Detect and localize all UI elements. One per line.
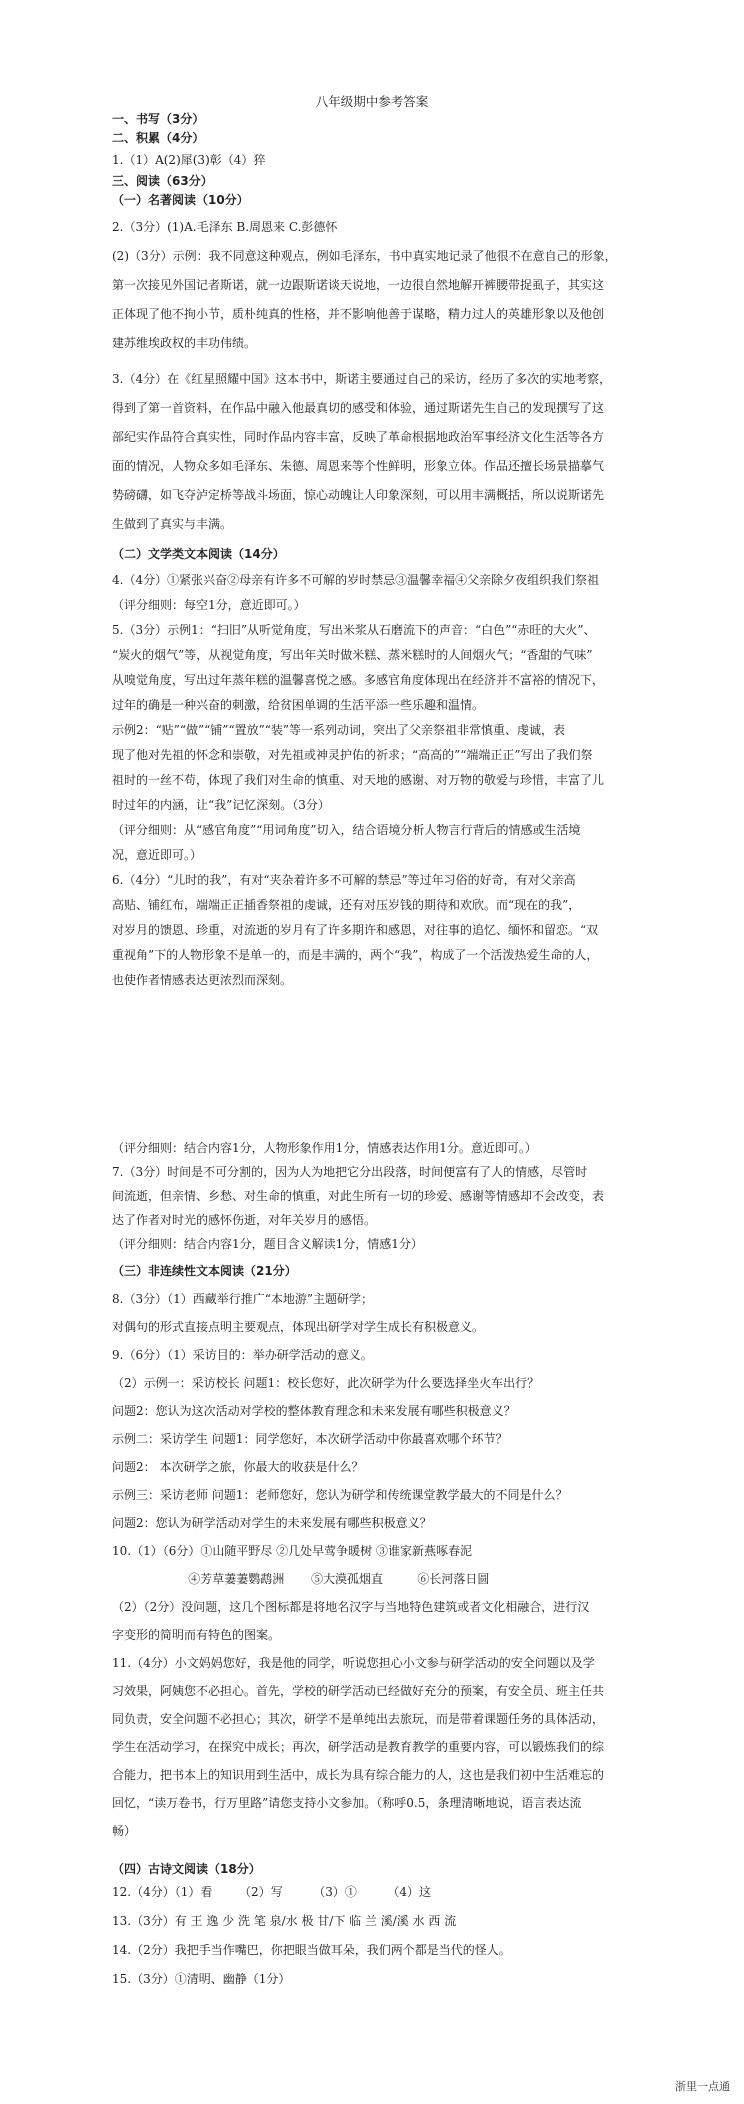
- text-line: 时过年的内涵，让“我”记忆深刻。（3分）: [112, 798, 330, 812]
- text-line: 畅）: [112, 1824, 137, 1838]
- answer-block-q12-q15: [112, 1878, 652, 1994]
- text-line: 合能力，把书本上的知识用到生活中，成长为具有综合能力的人，这也是我们初中生活难忘的: [112, 1768, 605, 1782]
- text-line: 示例三：采访老师 问题1：老师您好，您认为研学和传统课堂教学最大的不同是什么？: [112, 1488, 568, 1502]
- text-line: （2）示例一：采访校长 问题1：校长您好，此次研学为什么要选择坐火车出行？: [112, 1376, 540, 1390]
- text-line: 也使作者情感表达更浓烈而深刻。: [112, 973, 293, 987]
- text-line: 同负责，安全问题不必担心；其次，研学不是单纯出去旅玩，而是带着课题任务的具体活动，: [112, 1712, 605, 1726]
- section-classic-reading: （一）名著阅读（10分）: [112, 193, 249, 207]
- text-line: 生做到了真实与丰满。: [112, 517, 233, 531]
- text-line: 6.（4分）“儿时的我”，有对“夹杂着许多不可解的禁忌”等过年习俗的好奇，有对父亲高: [112, 873, 576, 887]
- section-nonliterary-reading: （三）非连续性文本阅读（21分）: [112, 1264, 297, 1278]
- text-line: 祖时的一丝不苟，体现了我们对生命的慎重、对天地的感谢、对万物的敬爱与珍惜，丰富了儿: [112, 773, 605, 787]
- text-line: 势磅礴，如飞夺泸定桥等战斗场面，惊心动魄让人印象深刻，可以用丰满概括，所以说斯诺先: [112, 488, 605, 502]
- page-title: 八年级期中参考答案: [315, 94, 429, 109]
- text-line: 达了作者对时光的感怀伤逝，对年关岁月的感悟。: [112, 1213, 377, 1227]
- text-line: 问题2： 本次研学之旅，你最大的收获是什么？: [112, 1460, 364, 1474]
- text-line: 回忆，“读万卷书，行万里路”请您支持小文参加。（称呼0.5，条理清晰地说，语言表达流: [112, 1796, 582, 1810]
- answer-block-q8-q11: [112, 1285, 652, 1845]
- answer-q1: 1.（1）A(2)犀(3)彰（4）猝: [112, 153, 266, 167]
- text-line: 建苏维埃政权的丰功伟绩。: [112, 336, 257, 350]
- text-line: 5.（3分）示例1：“扫旧”从听觉角度，写出米浆从石磨流下的声音：“白色”“赤旺的大火”、: [112, 623, 596, 637]
- text-line: 第一次接见外国记者斯诺，就一边跟斯诺谈天说地，一边很自然地解开裤腰带捉虱子，其实这: [112, 278, 605, 292]
- section-literary-reading: （二）文学类文本阅读（14分）: [112, 547, 285, 561]
- text-line: 问题2：您认为研学活动对学生的未来发展有哪些积极意义？: [112, 1516, 432, 1530]
- text-line: 对岁月的馈恩、珍重，对流逝的岁月有了许多期许和感恩，对往事的追忆、缅怀和留恋。“双: [112, 923, 599, 937]
- text-line: 高贴、铺红布，端端正正插香祭祖的虔诚，还有对压岁钱的期待和欢欣。而“现在的我”，: [112, 898, 581, 912]
- text-line: （评分细则：从“感官角度”“用词角度”切入，结合语境分析人物言行背后的情感或生活境: [112, 823, 581, 837]
- text-line: 重视角”下的人物形象不是单一的，而是丰满的，两个“我”，构成了一个活泼热爱生命的人，: [112, 948, 599, 962]
- text-line: 对偶句的形式直接点明主要观点，体现出研学对学生成长有积极意义。: [112, 1320, 485, 1334]
- header-sections: [112, 110, 652, 210]
- text-line: 12.（4分）（1）看 （2）写 （3）① （4）这: [112, 1885, 431, 1899]
- text-line: 2.（3分）(1)A.毛泽东 B.周恩来 C.彭德怀: [112, 220, 338, 234]
- text-line: 部纪实作品符合真实性，同时作品内容丰富，反映了革命根据地政治军事经济文化生活等各方: [112, 430, 605, 444]
- text-line: 正体现了他不拘小节，质朴纯真的性格，并不影响他善于谋略，精力过人的英雄形象以及他创: [112, 307, 605, 321]
- text-line: （2）（2分）没问题，这几个图标都是将地名汉字与当地特色建筑或者文化相融合，进行汉: [112, 1600, 590, 1614]
- text-line: 示例二：采访学生 问题1：同学您好，本次研学活动中你最喜欢哪个环节？: [112, 1432, 508, 1446]
- text-line: 过年的确是一种兴奋的刺激，给贫困单调的生活平添一些乐趣和温情。: [112, 698, 485, 712]
- section-writing: 一、书写（3分）: [112, 112, 205, 126]
- text-line: 3.（4分）在《红星照耀中国》这本书中，斯诺主要通过自己的采访，经历了多次的实地考察，: [112, 372, 612, 386]
- text-line: （评分细则：结合内容1分，人物形象作用1分，情感表达作用1分。意近即可。）: [112, 1141, 537, 1155]
- text-line: 习效果，阿姨您不必担心。首先，学校的研学活动已经做好充分的预案，有安全员、班主任共: [112, 1684, 605, 1698]
- answer-block-q3: [112, 365, 652, 539]
- text-line: 现了他对先祖的怀念和崇敬，对先祖或神灵护佑的祈求；“高高的”“端端正正”写出了我们祭: [112, 748, 593, 762]
- text-line: 13.（3分）有 王 逸 少 洗 笔 泉/水 极 甘/下 临 兰 溪/溪 水 西 流: [112, 1914, 457, 1928]
- section-reading: 三、阅读（63分）: [112, 174, 213, 188]
- text-line: “炭火的烟气”等，从视觉角度，写出年关时做米糕、蒸米糕时的人间烟火气；“香甜的气味”: [112, 648, 593, 662]
- text-line: （评分细则：每空1分，意近即可。）: [112, 598, 306, 612]
- text-line: 7.（3分）时间是不可分割的，因为人为地把它分出段落，时间便富有了人的情感，尽管时: [112, 1165, 588, 1179]
- text-line: 况，意近即可。）: [112, 848, 203, 862]
- text-line: (2)（3分）示例：我不同意这种观点，例如毛泽东，书中真实地记录了他很不在意自己的形象，: [112, 249, 617, 263]
- text-line: 学生在活动学习，在探究中成长；再次，研学活动是教育教学的重要内容，可以锻炼我们的综: [112, 1740, 605, 1754]
- answer-block-q2: [112, 213, 652, 358]
- text-line: 14.（2分）我把手当作嘴巴，你把眼当做耳朵，我们两个都是当代的怪人。: [112, 1943, 511, 1957]
- text-line: 间流逝，但亲情、乡愁、对生命的慎重，对此生所有一切的珍爱、感谢等情感却不会改变，表: [112, 1189, 605, 1203]
- text-line: 面的情况，人物众多如毛泽东、朱德、周恩来等个性鲜明，形象立体。作品还擅长场景描摹气: [112, 459, 605, 473]
- text-line: 问题2：您认为这次活动对学校的整体教育理念和未来发展有哪些积极意义？: [112, 1404, 516, 1418]
- text-line: 8.（3分）（1）西藏举行推广“本地游”主题研学；: [112, 1292, 373, 1306]
- answer-block-q4-q6: [112, 568, 652, 993]
- section-classical-poetry: （四）古诗文阅读（18分）: [112, 1862, 261, 1876]
- text-line: 11.（4分）小文妈妈您好，我是他的同学，听说您担心小文参与研学活动的安全问题以及学: [112, 1656, 595, 1670]
- text-line: （评分细则：结合内容1分，题目含义解读1分，情感1分）: [112, 1237, 423, 1251]
- watermark: 浙里一点通: [675, 2080, 730, 2093]
- text-line: 示例2：“贴”“做”“铺”“置放”“装”等一系列动词，突出了父亲祭祖非常慎重、虔诚，表: [112, 723, 565, 737]
- text-line: 字变形的简明而有特色的图案。: [112, 1628, 281, 1642]
- text-line: 得到了第一首资料，在作品中融入他最真切的感受和体验，通过斯诺先生自己的发现撰写了这: [112, 401, 605, 415]
- text-line: ④芳草萋萋鹦鹉洲 ⑤大漠孤烟直 ⑥长河落日圆: [112, 1572, 490, 1586]
- text-line: 10.（1）（6分）①山随平野尽 ②几处早莺争暖树 ③谁家新燕啄春泥: [112, 1544, 472, 1558]
- section-accumulation: 二、积累（4分）: [112, 131, 205, 145]
- answer-block-q7: [112, 1136, 652, 1256]
- text-line: 15.（3分）①清明、幽静（1分）: [112, 1972, 291, 1986]
- text-line: 从嗅觉角度，写出过年蒸年糕的温馨喜悦之感。多感官角度体现出在经济并不富裕的情况下，: [112, 673, 605, 687]
- text-line: 9.（6分）（1）采访目的：举办研学活动的意义。: [112, 1348, 373, 1362]
- text-line: 4.（4分）①紧张兴奋②母亲有许多不可解的岁时禁忌③温馨幸福④父亲除夕夜组织我们祭祖: [112, 573, 600, 587]
